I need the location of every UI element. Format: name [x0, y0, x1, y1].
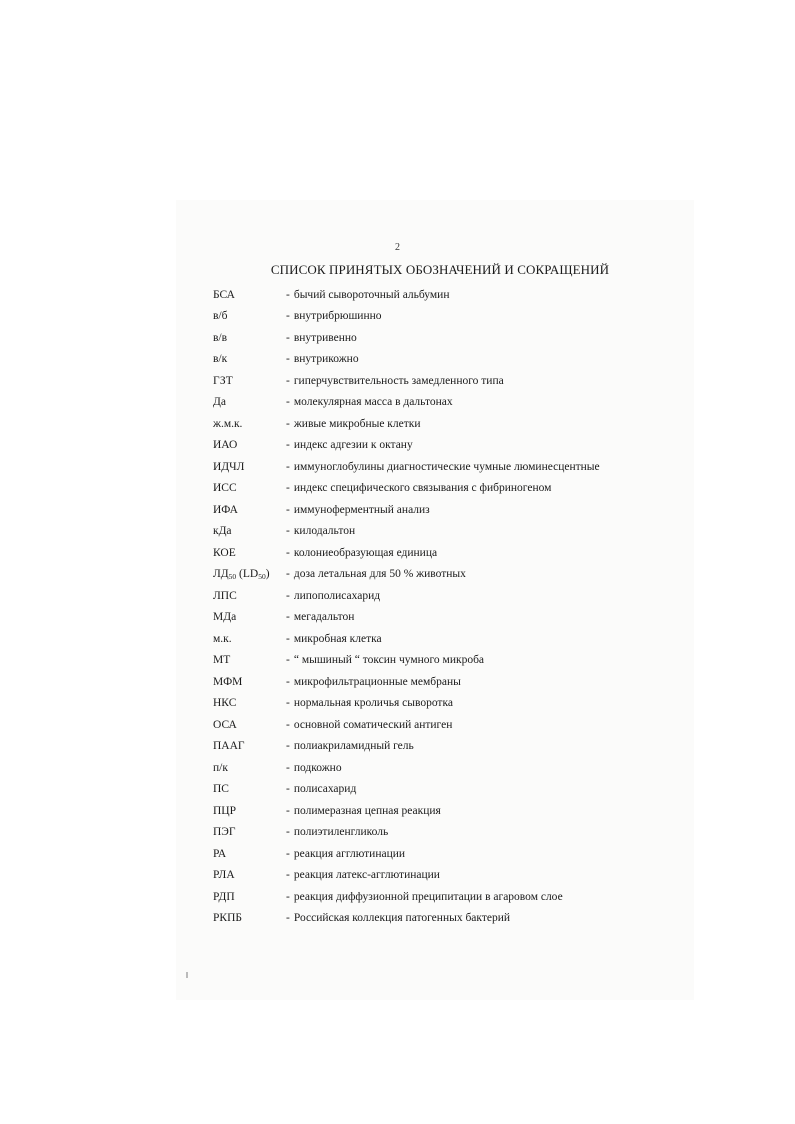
abbreviation-row — [213, 585, 683, 607]
abbreviation-term: КОЕ — [213, 546, 236, 559]
abbreviation-row — [213, 499, 683, 521]
dash-separator: - — [286, 331, 290, 344]
dash-separator: - — [286, 417, 290, 430]
dash-separator: - — [286, 503, 290, 516]
dash-separator: - — [286, 761, 290, 774]
abbreviation-row — [213, 349, 683, 371]
dash-separator: - — [286, 847, 290, 860]
abbreviation-definition: колониеобразующая единица — [293, 546, 438, 559]
scan-speck — [186, 972, 188, 978]
abbreviation-row — [213, 327, 683, 349]
abbreviation-term: Да — [213, 396, 226, 409]
abbreviation-row — [213, 628, 683, 650]
abbreviation-term: п/к — [213, 761, 228, 774]
abbreviation-term: РДП — [213, 890, 235, 903]
abbreviation-definition: реакция агглютинации — [293, 847, 406, 860]
abbreviation-row — [213, 284, 683, 306]
abbreviation-row — [213, 779, 683, 801]
abbreviation-row — [213, 413, 683, 435]
abbreviation-definition: полиэтиленгликоль — [293, 826, 389, 839]
abbreviation-list — [213, 284, 683, 929]
abbreviation-term: ПААГ — [213, 740, 245, 753]
dash-separator: - — [286, 288, 290, 301]
dash-separator: - — [286, 740, 290, 753]
abbreviation-row — [213, 736, 683, 758]
abbreviation-definition: реакция латекс-агглютинации — [293, 869, 440, 882]
abbreviation-definition: внутривенно — [293, 331, 357, 344]
dash-separator: - — [286, 611, 290, 624]
abbreviation-definition: индекс специфического связывания с фибриногеном — [293, 482, 552, 495]
dash-separator: - — [286, 482, 290, 495]
abbreviation-row — [213, 542, 683, 564]
abbreviation-term: ИАО — [213, 439, 238, 452]
abbreviation-definition: основной соматический антиген — [293, 718, 453, 731]
abbreviation-definition: молекулярная масса в дальтонах — [293, 396, 453, 409]
abbreviation-row — [213, 886, 683, 908]
page-number: 2 — [395, 242, 400, 253]
page-title: СПИСОК ПРИНЯТЫХ ОБОЗНАЧЕНИЙ И СОКРАЩЕНИЙ — [270, 262, 610, 277]
dash-separator: - — [286, 783, 290, 796]
abbreviation-definition: липополисахарид — [293, 589, 381, 602]
abbreviation-definition: живые микробные клетки — [293, 417, 421, 430]
abbreviation-term: ГЗТ — [213, 374, 233, 387]
dash-separator: - — [286, 310, 290, 323]
abbreviation-row — [213, 757, 683, 779]
abbreviation-definition: полиакриламидный гель — [293, 740, 414, 753]
abbreviation-row — [213, 478, 683, 500]
abbreviation-definition: индекс адгезии к октану — [293, 439, 413, 452]
dash-separator: - — [286, 525, 290, 538]
dash-separator: - — [286, 353, 290, 366]
abbreviation-term: ОСА — [213, 718, 237, 731]
abbreviation-row — [213, 822, 683, 844]
abbreviation-definition: нормальная кроличья сыворотка — [293, 697, 453, 710]
abbreviation-row — [213, 671, 683, 693]
abbreviation-term: РА — [213, 847, 227, 860]
abbreviation-definition: микробная клетка — [293, 632, 382, 645]
dash-separator: - — [286, 675, 290, 688]
abbreviation-term: НКС — [213, 697, 237, 710]
abbreviation-row — [213, 435, 683, 457]
abbreviation-term: ИДЧЛ — [213, 460, 245, 473]
dash-separator: - — [286, 718, 290, 731]
dash-separator: - — [286, 869, 290, 882]
abbreviation-term: МФМ — [213, 675, 243, 688]
abbreviation-definition: микрофильтрационные мембраны — [293, 675, 461, 688]
abbreviation-term: МТ — [213, 654, 231, 667]
abbreviation-term: ЛПС — [213, 589, 237, 602]
abbreviation-term: $ЛД_{50}$ $(LD_{50})$ — [213, 567, 270, 581]
abbreviation-definition: Российская коллекция патогенных бактерий — [293, 912, 511, 925]
dash-separator: - — [286, 396, 290, 409]
dash-separator: - — [286, 912, 290, 925]
abbreviation-row — [213, 650, 683, 672]
abbreviation-row — [213, 714, 683, 736]
abbreviation-term: ИСС — [213, 482, 237, 495]
abbreviation-definition: реакция диффузионной преципитации в агаровом слое — [293, 890, 563, 903]
abbreviation-row — [213, 521, 683, 543]
abbreviation-definition: бычий сывороточный альбумин — [293, 288, 450, 301]
dash-separator: - — [286, 826, 290, 839]
abbreviation-term: м.к. — [213, 632, 232, 645]
abbreviation-definition: полисахарид — [293, 783, 357, 796]
dash-separator: - — [286, 460, 290, 473]
abbreviation-term: МДа — [213, 611, 237, 624]
dash-separator: - — [286, 890, 290, 903]
abbreviation-term: ж.м.к. — [213, 417, 243, 430]
abbreviation-term: БСА — [213, 288, 235, 301]
abbreviation-term: ПС — [213, 783, 229, 796]
dash-separator: - — [286, 804, 290, 817]
abbreviation-definition: подкожно — [293, 761, 342, 774]
abbreviation-term: в/в — [213, 331, 228, 344]
dash-separator: - — [286, 374, 290, 387]
abbreviation-row — [213, 843, 683, 865]
abbreviation-definition: полимеразная цепная реакция — [293, 804, 441, 817]
abbreviation-row — [213, 800, 683, 822]
abbreviation-definition: мегадальтон — [293, 611, 355, 624]
abbreviation-definition: иммуноферментный анализ — [293, 503, 430, 516]
abbreviation-definition: гиперчувствительность замедленного типа — [293, 374, 504, 387]
abbreviation-term: ПЦР — [213, 804, 237, 817]
abbreviation-term: РЛА — [213, 869, 235, 882]
abbreviation-row — [213, 306, 683, 328]
abbreviation-definition: “ мышиный “ токсин чумного микроба — [293, 654, 485, 667]
abbreviation-term: кДа — [213, 525, 232, 538]
dash-separator: - — [286, 654, 290, 667]
abbreviation-term: ИФА — [213, 503, 238, 516]
abbreviation-definition: килодальтон — [293, 525, 356, 538]
dash-separator: - — [286, 439, 290, 452]
abbreviation-row — [213, 693, 683, 715]
abbreviation-term: в/к — [213, 353, 228, 366]
abbreviation-row — [213, 456, 683, 478]
abbreviation-term: в/б — [213, 310, 228, 323]
abbreviation-row — [213, 564, 683, 586]
abbreviation-definition: внутрикожно — [293, 353, 359, 366]
abbreviation-definition: доза летальная для 50 % животных — [293, 568, 466, 581]
abbreviation-row — [213, 865, 683, 887]
abbreviation-definition: внутрибрюшинно — [293, 310, 382, 323]
dash-separator: - — [286, 697, 290, 710]
dash-separator: - — [286, 568, 290, 581]
dash-separator: - — [286, 589, 290, 602]
abbreviation-term: ПЭГ — [213, 826, 236, 839]
abbreviation-term: РКПБ — [213, 912, 242, 925]
abbreviation-definition: иммуноглобулины диагностические чумные люминесцентные — [293, 460, 600, 473]
abbreviation-row — [213, 392, 683, 414]
abbreviation-row — [213, 607, 683, 629]
dash-separator: - — [286, 632, 290, 645]
dash-separator: - — [286, 546, 290, 559]
abbreviation-row — [213, 908, 683, 930]
abbreviation-row — [213, 370, 683, 392]
